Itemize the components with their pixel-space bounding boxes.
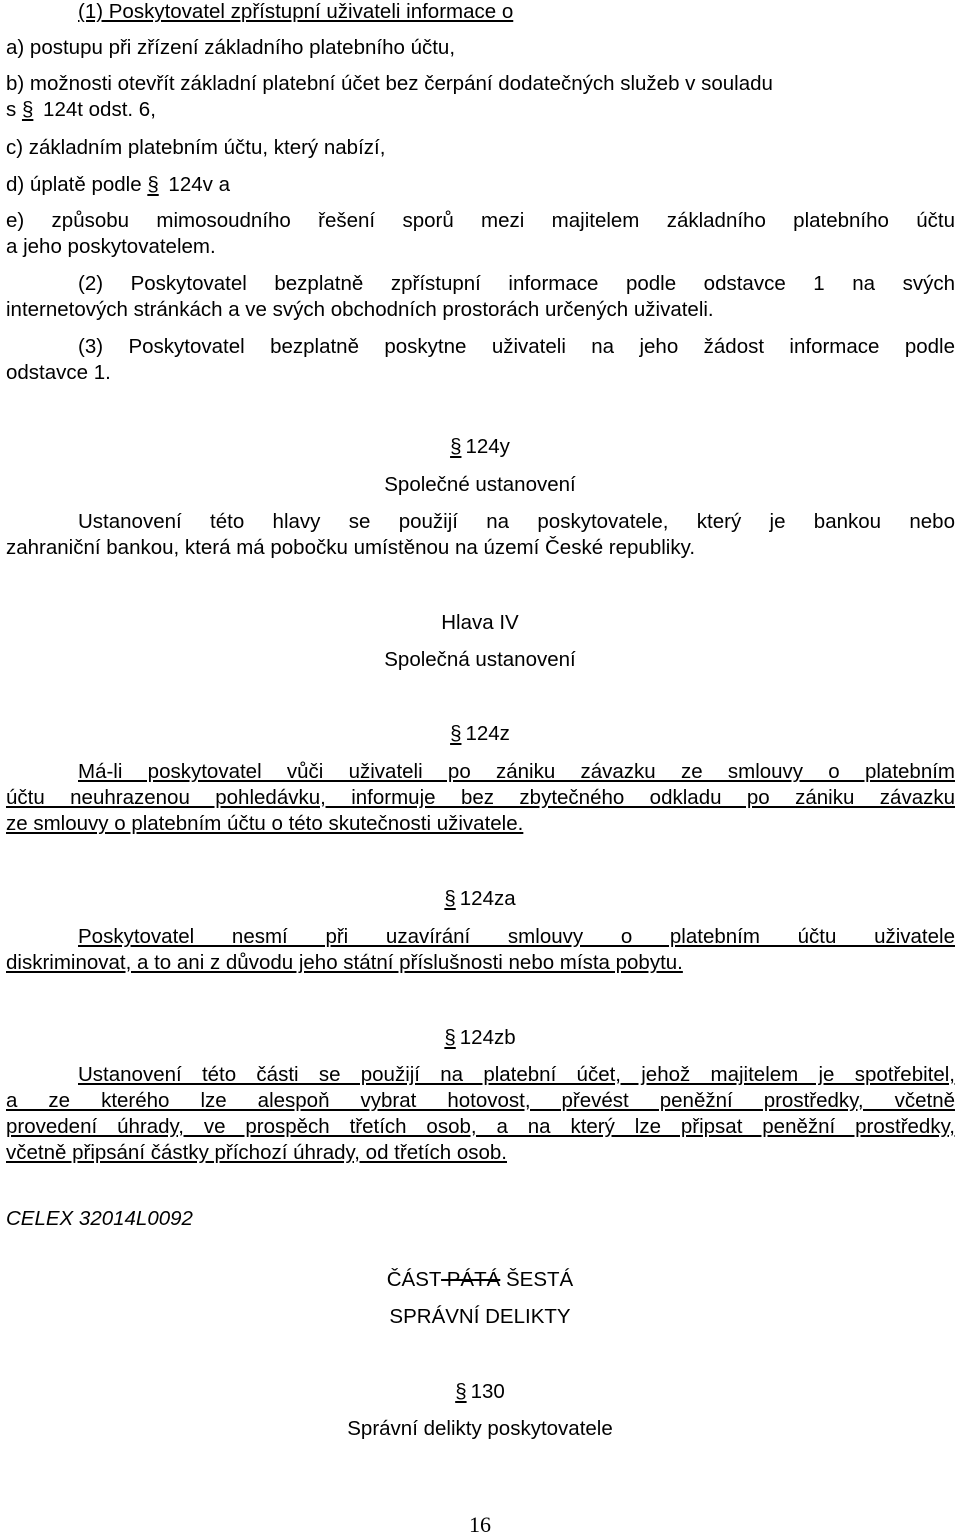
section-130-heading xyxy=(0,1380,960,1404)
text-fragment: d) úplatě podle xyxy=(6,173,148,196)
section-124y-line2: zahraniční bankou, která má pobočku umístěnou na území České republiky. xyxy=(6,536,696,559)
page-number: 16 xyxy=(469,1512,491,1537)
list-item-e-line2: a jeho poskytovatelem. xyxy=(6,235,216,258)
text-fragment: s xyxy=(6,98,22,121)
section-124y-title: Společné ustanovení xyxy=(384,473,576,496)
section-130-title: Správní delikty poskytovatele xyxy=(347,1417,613,1440)
part-new-number: ŠESTÁ xyxy=(500,1268,574,1291)
section-124z-line1: Má-li poskytovatel vůči uživateli po zániku závazku ze smlouvy o platebním xyxy=(78,760,955,783)
part-subtitle: SPRÁVNÍ DELIKTY xyxy=(389,1305,571,1328)
section-sign-icon: § xyxy=(444,1026,456,1049)
section-number: 124y xyxy=(465,435,510,458)
section-124zb-heading xyxy=(0,1026,960,1050)
paragraph-3-line1: (3) Poskytovatel bezplatně poskytne uživateli na jeho žádost informace podle xyxy=(78,335,955,358)
section-number: 124zb xyxy=(459,1026,516,1049)
section-124z-line3: ze smlouvy o platebním účtu o této skutečnosti uživatele. xyxy=(6,812,524,835)
section-124zb-line3: provedení úhrady, ve prospěch třetích osob, a na který lze připsat peněžní prostředky, xyxy=(6,1115,955,1138)
paragraph-1-heading: (1) Poskytovatel zpřístupní uživateli informace o xyxy=(78,0,514,23)
list-item-b-line2 xyxy=(6,98,156,122)
section-124z-line2: účtu neuhrazenou pohledávku, informuje bez zbytečného odkladu po zániku závazku xyxy=(6,786,955,809)
chapter-subtitle: Společná ustanovení xyxy=(384,648,576,671)
section-sign-icon: § xyxy=(21,98,34,121)
section-124y-heading xyxy=(0,435,960,459)
part-heading xyxy=(0,1268,960,1292)
chapter-title: Hlava IV xyxy=(441,611,519,634)
section-sign-icon: § xyxy=(450,435,462,458)
list-item-d xyxy=(6,173,230,197)
section-124y-line1: Ustanovení této hlavy se použijí na poskytovatele, který je bankou nebo xyxy=(78,510,955,533)
section-sign-icon: § xyxy=(450,722,462,745)
section-number: 124za xyxy=(459,887,516,910)
section-124zb-line4: včetně připsání částky příchozí úhrady, od třetích osob. xyxy=(6,1141,507,1164)
part-label: ČÁST xyxy=(386,1268,442,1291)
paragraph-2-line1: (2) Poskytovatel bezplatně zpřístupní informace podle odstavce 1 na svých xyxy=(78,272,955,295)
section-124zb-line1: Ustanovení této části se použijí na platební účet, jehož majitelem je spotřebitel, xyxy=(78,1063,955,1086)
list-item-a: a) postupu při zřízení základního platebního účtu, xyxy=(6,36,456,59)
list-item-e-line1: e) způsobu mimosoudního řešení sporů mezi majitelem základního platebního účtu xyxy=(6,209,955,232)
paragraph-3-line2: odstavce 1. xyxy=(6,361,111,384)
section-sign-icon: § xyxy=(147,173,159,196)
section-sign-icon: § xyxy=(455,1380,467,1403)
section-number: 124z xyxy=(465,722,510,745)
celex-reference: CELEX 32014L0092 xyxy=(6,1207,193,1230)
section-sign-icon: § xyxy=(444,887,456,910)
list-item-c: c) základním platebním účtu, který nabízí, xyxy=(6,136,386,159)
text-fragment: 124v a xyxy=(162,173,230,196)
section-124za-line2: diskriminovat, a to ani z důvodu jeho státní příslušnosti nebo místa pobytu. xyxy=(6,951,683,974)
text-fragment: 124t odst. 6, xyxy=(37,98,156,121)
list-item-b-line1: b) možnosti otevřít základní platební účet bez čerpání dodatečných služeb v souladu xyxy=(6,72,773,95)
section-124za-heading xyxy=(0,887,960,911)
section-124za-line1: Poskytovatel nesmí při uzavírání smlouvy o platebním účtu uživatele xyxy=(78,925,955,948)
paragraph-2-line2: internetových stránkách a ve svých obchodních prostorách určených uživateli. xyxy=(6,298,714,321)
section-number: 130 xyxy=(470,1380,505,1403)
part-deleted-number: PÁTÁ xyxy=(441,1268,501,1291)
section-124zb-line2: a ze kterého lze alespoň vybrat hotovost, převést peněžní prostředky, včetně xyxy=(6,1089,955,1112)
section-124z-heading xyxy=(0,722,960,746)
